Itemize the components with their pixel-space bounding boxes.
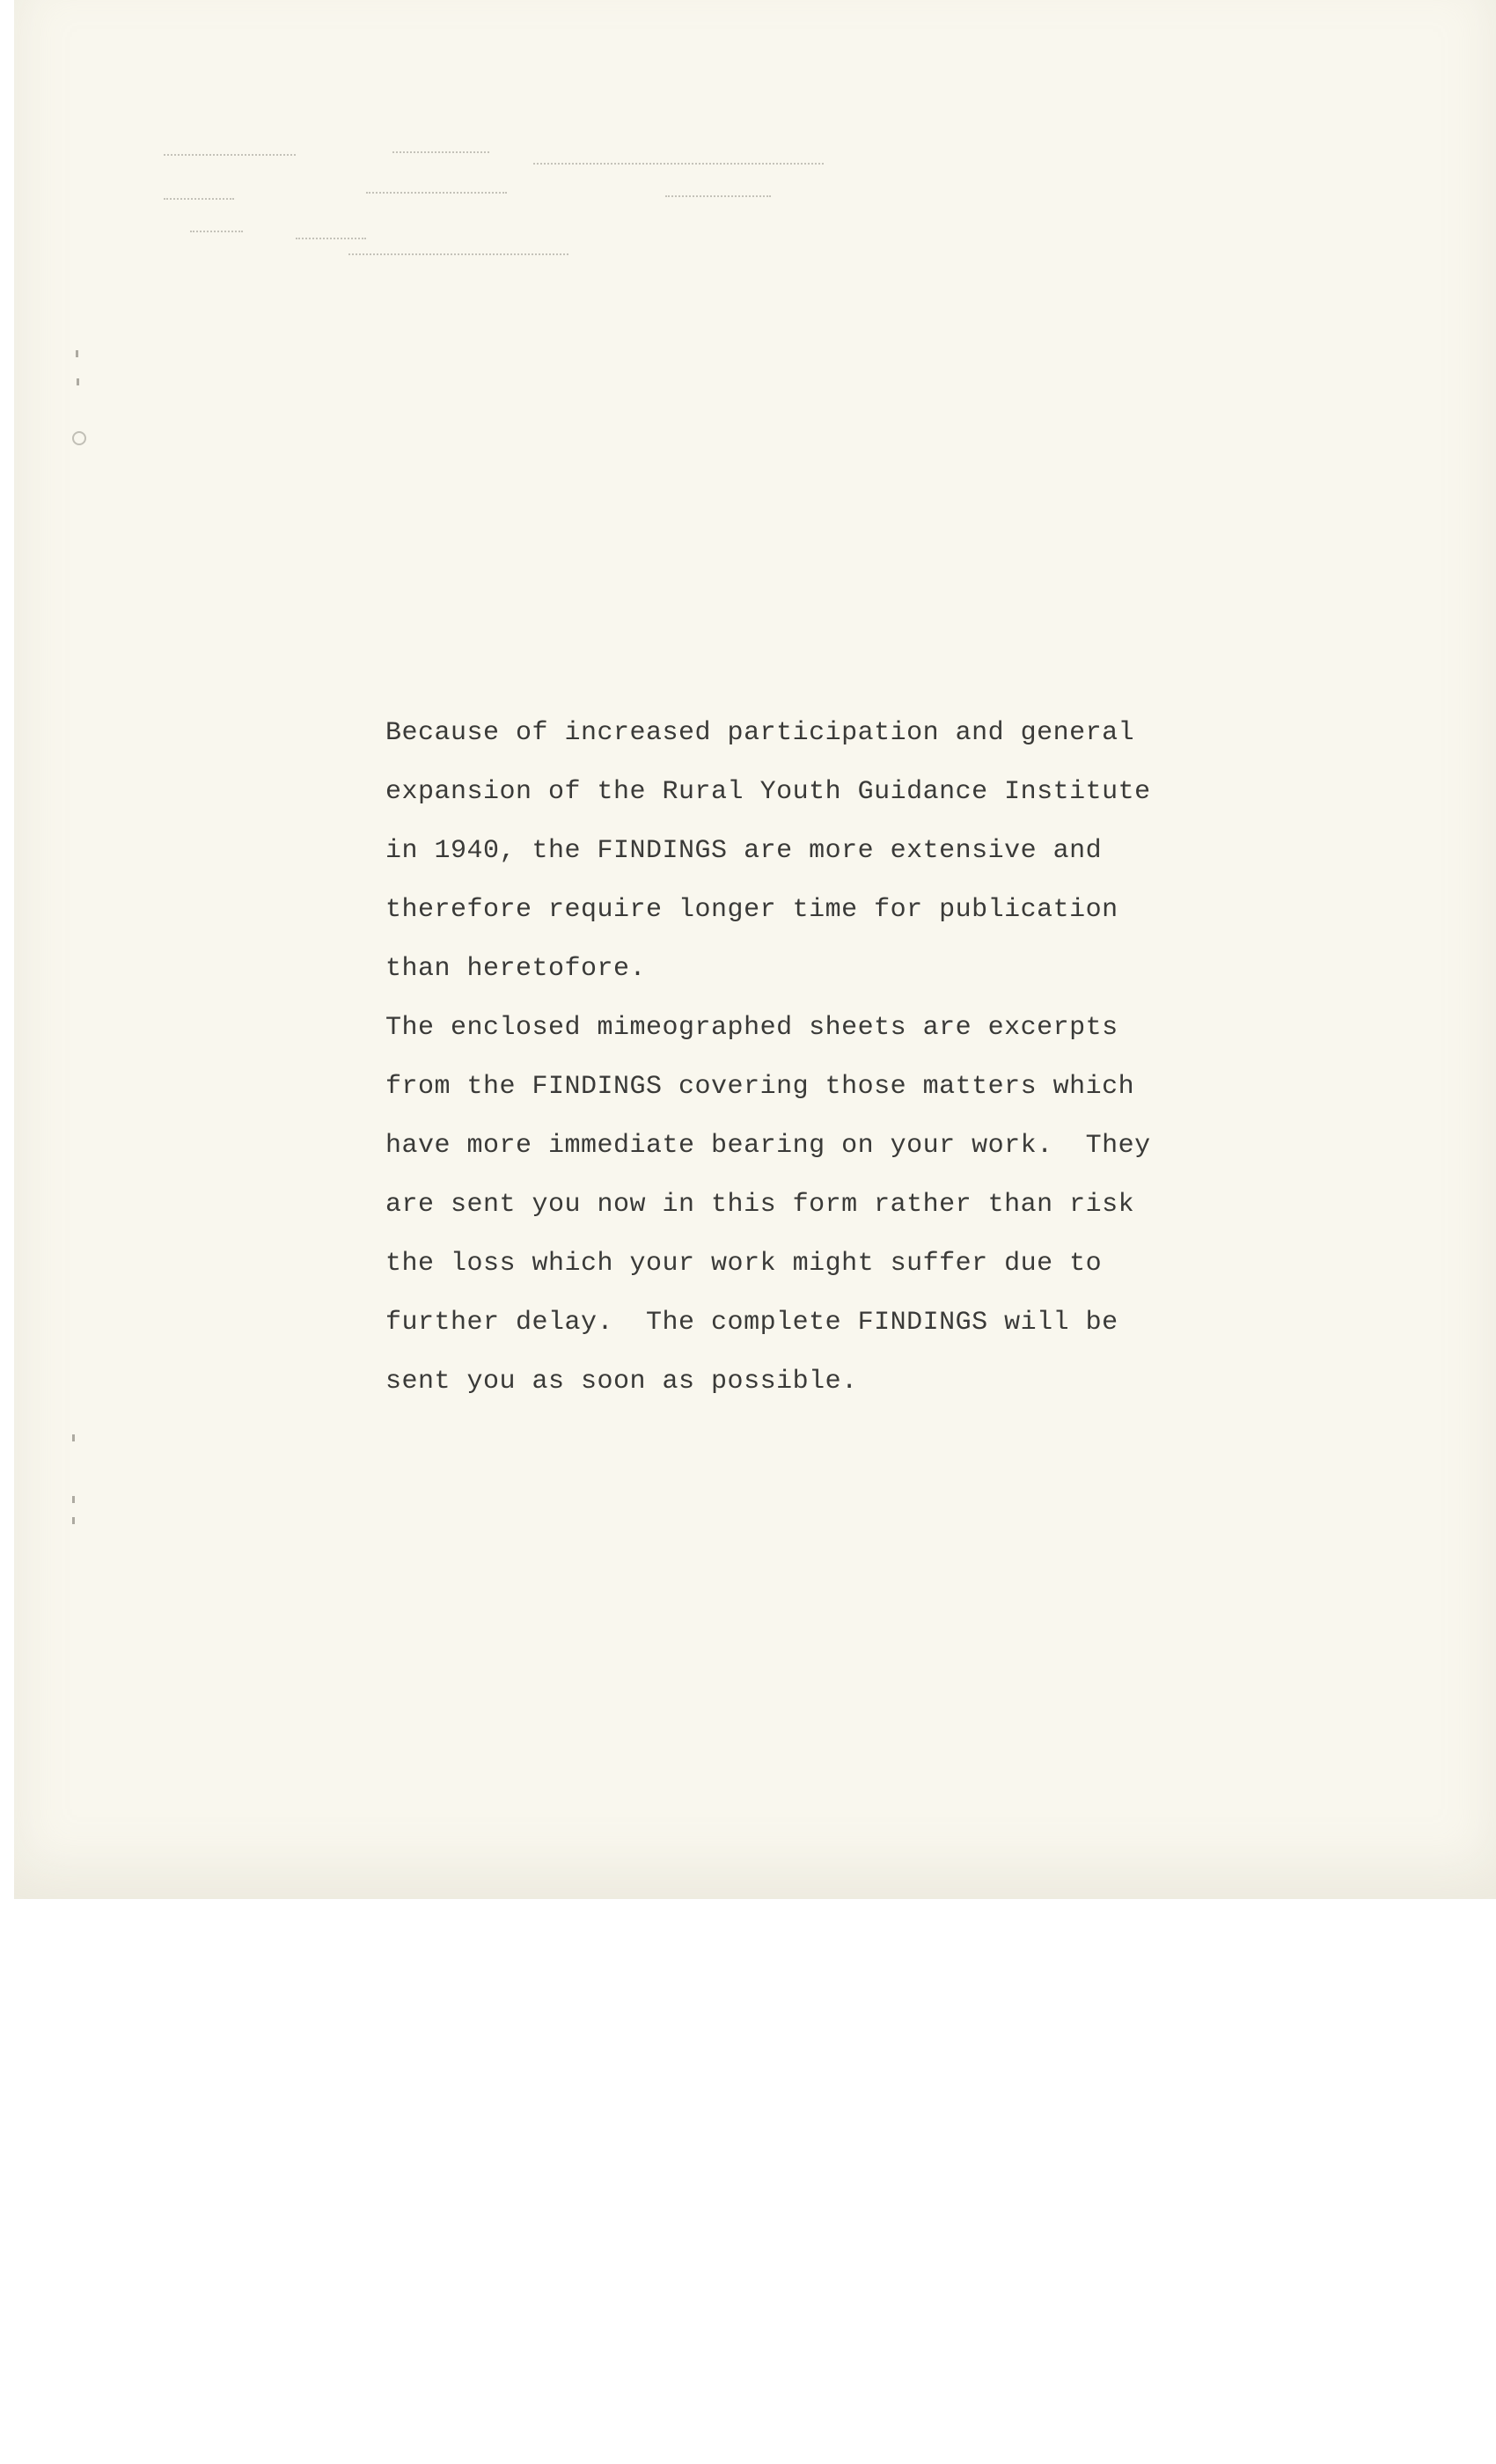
letter-body	[385, 704, 1248, 1412]
punch-hole	[72, 431, 86, 445]
faded-header-mark	[348, 253, 568, 255]
text-line: therefore require longer time for publication	[385, 895, 1118, 925]
text-line: expansion of the Rural Youth Guidance Institute	[385, 777, 1151, 807]
paragraph-2	[385, 999, 1248, 1412]
binding-mark	[76, 350, 78, 357]
faded-header-mark	[164, 198, 234, 200]
paragraph-1	[385, 704, 1248, 999]
faded-header-mark	[190, 231, 243, 232]
faded-header-mark	[164, 154, 296, 156]
text-line: from the FINDINGS covering those matters which	[385, 1072, 1135, 1102]
faded-header-mark	[665, 195, 771, 197]
text-line: The enclosed mimeographed sheets are excerpts	[385, 1013, 1118, 1043]
binding-mark	[72, 1434, 75, 1441]
binding-mark	[72, 1517, 75, 1524]
faded-header-mark	[296, 238, 366, 239]
text-line: are sent you now in this form rather than risk	[385, 1190, 1135, 1220]
binding-mark	[77, 378, 79, 385]
faded-header-mark	[392, 151, 489, 153]
text-line: the loss which your work might suffer due to	[385, 1249, 1103, 1279]
text-line: in 1940, the FINDINGS are more extensive and	[385, 836, 1103, 866]
text-line: further delay. The complete FINDINGS will be	[385, 1308, 1118, 1338]
text-line: have more immediate bearing on your work. They	[385, 1131, 1151, 1161]
text-line: Because of increased participation and general	[385, 718, 1135, 748]
binding-mark	[72, 1496, 75, 1503]
text-line: than heretofore.	[385, 954, 647, 984]
faded-header-mark	[366, 192, 507, 194]
text-line: sent you as soon as possible.	[385, 1367, 858, 1397]
faded-header-mark	[533, 163, 824, 165]
